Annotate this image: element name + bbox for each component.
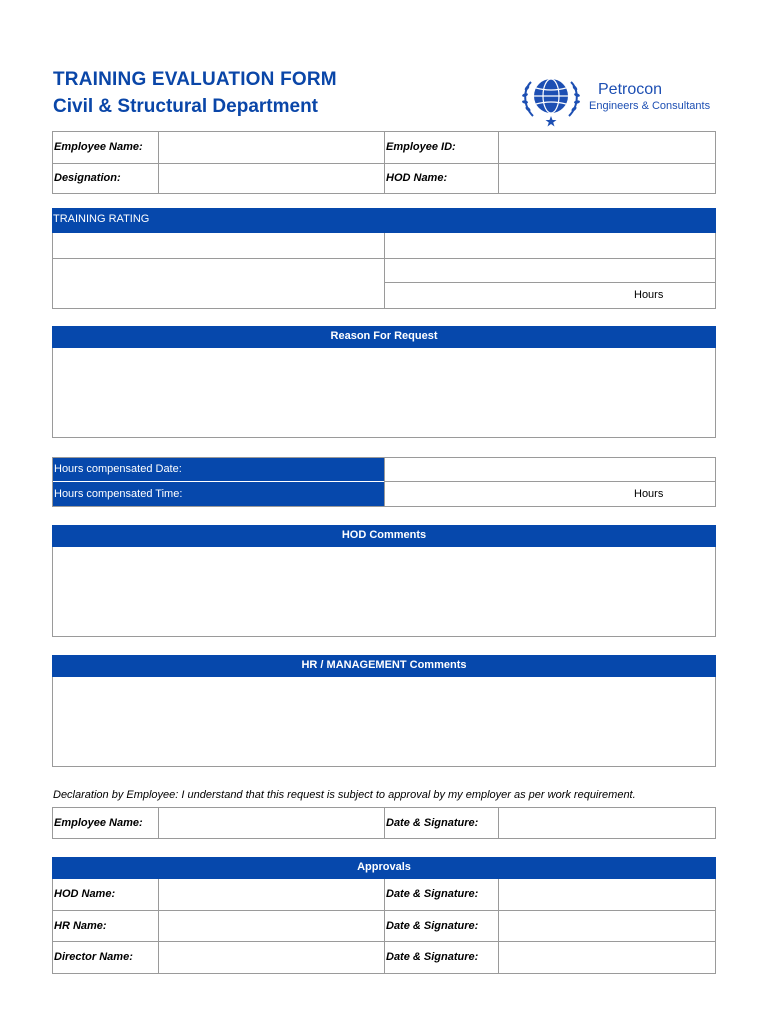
training-rating-field-2[interactable] bbox=[385, 233, 715, 258]
approval-director-date-signature-label: Date & Signature: bbox=[386, 951, 479, 963]
declaration-employee-name-label: Employee Name: bbox=[54, 817, 143, 829]
training-rating-header bbox=[52, 208, 716, 233]
approval-director-name-field[interactable] bbox=[159, 942, 384, 972]
training-hours-field[interactable] bbox=[385, 283, 715, 307]
training-rating-header-text: TRAINING RATING bbox=[53, 213, 150, 225]
hod-name-label: HOD Name: bbox=[386, 172, 448, 184]
approval-hr-date-signature-field[interactable] bbox=[499, 911, 715, 941]
training-rating-field-1[interactable] bbox=[53, 233, 384, 258]
approval-director-name-label: Director Name: bbox=[54, 951, 133, 963]
hours-compensated-date-label: Hours compensated Date: bbox=[54, 463, 182, 475]
logo-tagline: Engineers & Consultants bbox=[589, 100, 711, 112]
declaration-date-signature-field[interactable] bbox=[499, 808, 715, 838]
approval-hod-date-signature-label: Date & Signature: bbox=[386, 888, 479, 900]
form-subtitle: Civil & Structural Department bbox=[53, 96, 318, 117]
employee-name-label: Employee Name: bbox=[54, 141, 143, 153]
hod-comments-textarea[interactable] bbox=[52, 547, 716, 637]
hours-compensated-time-field[interactable] bbox=[385, 482, 715, 506]
declaration-table bbox=[52, 807, 716, 839]
designation-label: Designation: bbox=[54, 172, 121, 184]
logo-name: Petrocon bbox=[598, 81, 663, 98]
approval-hod-date-signature-field[interactable] bbox=[499, 879, 715, 910]
approval-director-date-signature-field[interactable] bbox=[499, 942, 715, 972]
hours-compensated-unit: Hours bbox=[634, 488, 664, 500]
approval-hr-name-field[interactable] bbox=[159, 911, 384, 941]
approval-hr-date-signature-label: Date & Signature: bbox=[386, 920, 479, 932]
hours-compensated-date-field[interactable] bbox=[385, 458, 715, 481]
hr-comments-header-text: HR / MANAGEMENT Comments bbox=[301, 659, 467, 671]
hr-comments-textarea[interactable] bbox=[52, 677, 716, 767]
employee-name-field[interactable] bbox=[159, 132, 384, 163]
reason-textarea[interactable] bbox=[52, 348, 716, 438]
approval-hod-name-label: HOD Name: bbox=[54, 888, 116, 900]
training-hours-unit: Hours bbox=[634, 289, 664, 301]
reason-header bbox=[52, 326, 716, 348]
declaration-date-signature-label: Date & Signature: bbox=[386, 817, 479, 829]
hours-compensated-time-label: Hours compensated Time: bbox=[54, 488, 183, 500]
approvals-header-text: Approvals bbox=[357, 861, 411, 873]
company-logo bbox=[519, 72, 719, 128]
hours-compensated-table bbox=[52, 457, 716, 507]
approvals-header bbox=[52, 857, 716, 879]
form-title: TRAINING EVALUATION FORM bbox=[53, 69, 337, 90]
approval-hr-name-label: HR Name: bbox=[54, 920, 107, 932]
training-rating-field-4[interactable] bbox=[385, 259, 715, 282]
approval-hod-name-field[interactable] bbox=[159, 879, 384, 910]
hr-comments-header bbox=[52, 655, 716, 677]
declaration-employee-name-field[interactable] bbox=[159, 808, 384, 838]
globe-laurel-icon bbox=[519, 72, 583, 128]
employee-info-table bbox=[52, 131, 716, 194]
hod-name-field[interactable] bbox=[499, 164, 715, 193]
approvals-table bbox=[52, 879, 716, 974]
training-rating-field-3[interactable] bbox=[53, 259, 384, 307]
hod-comments-header-text: HOD Comments bbox=[341, 529, 427, 541]
employee-id-label: Employee ID: bbox=[386, 141, 456, 153]
hod-comments-header bbox=[52, 525, 716, 547]
reason-header-text: Reason For Request bbox=[330, 330, 438, 342]
employee-id-field[interactable] bbox=[499, 132, 715, 163]
training-rating-table bbox=[52, 233, 716, 309]
designation-field[interactable] bbox=[159, 164, 384, 193]
declaration-text: Declaration by Employee: I understand that this request is subject to approval by my employer as per work requirement. bbox=[53, 789, 636, 801]
